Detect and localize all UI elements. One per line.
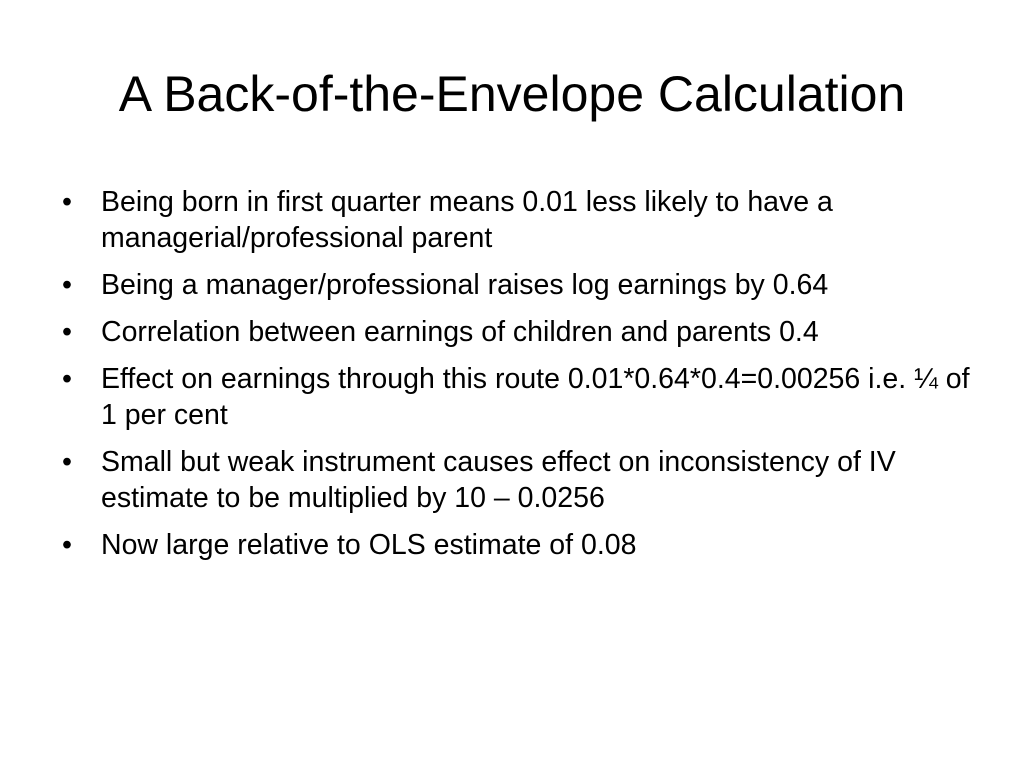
bullet-text: Being born in first quarter means 0.01 less likely to have a managerial/professional parent	[101, 186, 833, 254]
bullet-list	[56, 184, 976, 574]
bullet-icon: •	[62, 186, 72, 218]
bullet-icon: •	[62, 269, 72, 301]
bullet-item	[56, 314, 976, 350]
bullet-icon: •	[62, 446, 72, 478]
bullet-icon: •	[62, 529, 72, 561]
slide-title: A Back-of-the-Envelope Calculation	[118, 66, 906, 122]
bullet-text: Correlation between earnings of children and parents 0.4	[101, 316, 819, 348]
bullet-text: Small but weak instrument causes effect on inconsistency of IV estimate to be multiplied by 10 – 0.0256	[101, 446, 896, 514]
bullet-item	[56, 361, 976, 433]
bullet-icon: •	[62, 316, 72, 348]
bullet-icon: •	[62, 363, 72, 395]
bullet-item	[56, 527, 976, 563]
bullet-text: Effect on earnings through this route 0.01*0.64*0.4=0.00256 i.e. ¼ of 1 per cent	[101, 363, 970, 431]
bullet-item	[56, 267, 976, 303]
bullet-text: Now large relative to OLS estimate of 0.08	[101, 529, 637, 561]
bullet-text: Being a manager/professional raises log earnings by 0.64	[101, 269, 829, 301]
bullet-item	[56, 444, 976, 516]
bullet-item	[56, 184, 976, 256]
